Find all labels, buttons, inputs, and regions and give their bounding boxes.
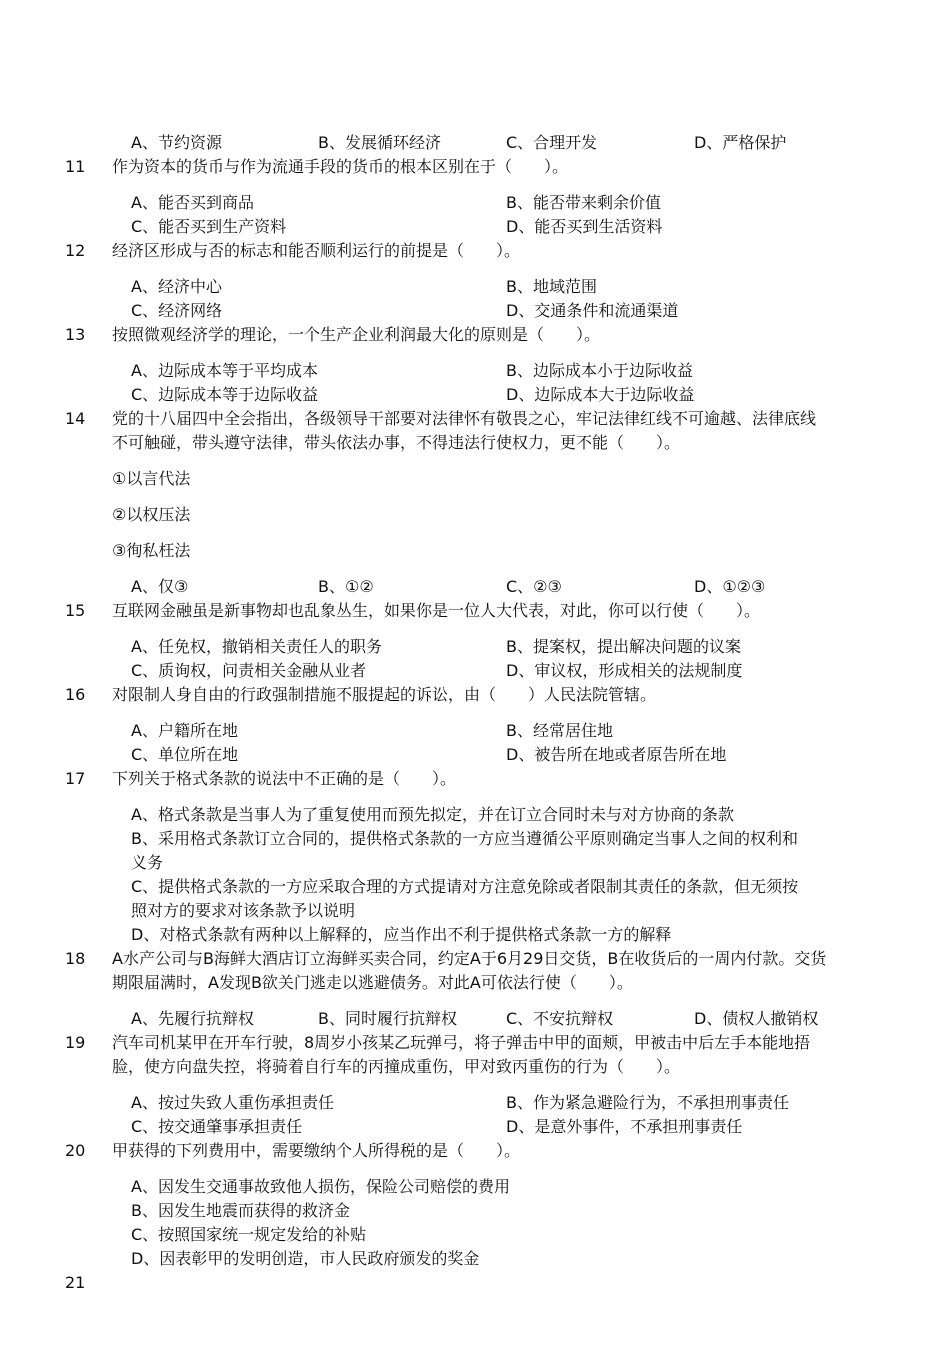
q19-option-d: D、是意外事件，不承担刑事责任 bbox=[506, 1117, 743, 1136]
q10-option-d: D、严格保护 bbox=[694, 133, 787, 152]
q14-item-3: ③徇私枉法 bbox=[112, 541, 191, 560]
q16-option-c: C、单位所在地 bbox=[131, 745, 239, 764]
q12-stem: 经济区形成与否的标志和能否顺利运行的前提是（ ）。 bbox=[112, 241, 521, 260]
q14-item-1: ①以言代法 bbox=[112, 469, 191, 488]
q12-option-b: B、地域范围 bbox=[506, 277, 597, 296]
q10-option-a: A、节约资源 bbox=[131, 133, 222, 152]
q13-option-a: A、边际成本等于平均成本 bbox=[131, 361, 318, 380]
q19-stem-line-2: 脸，使方向盘失控，将骑着自行车的丙撞成重伤，甲对致丙重伤的行为（ ）。 bbox=[112, 1057, 681, 1076]
q13-option-b: B、边际成本小于边际收益 bbox=[506, 361, 693, 380]
q13-option-c: C、边际成本等于边际收益 bbox=[131, 385, 319, 404]
q13-number: 13 bbox=[65, 325, 86, 344]
q14-option-d: D、①②③ bbox=[694, 577, 766, 596]
q18-number: 18 bbox=[65, 949, 86, 968]
q12-option-d: D、交通条件和流通渠道 bbox=[506, 301, 679, 320]
q14-option-c: C、②③ bbox=[506, 577, 562, 596]
q15-option-a: A、任免权，撤销相关责任人的职务 bbox=[131, 637, 382, 656]
q18-option-c: C、不安抗辩权 bbox=[506, 1009, 614, 1028]
q19-option-a: A、按过失致人重伤承担责任 bbox=[131, 1093, 334, 1112]
q20-option-d: D、因表彰甲的发明创造，市人民政府颁发的奖金 bbox=[131, 1249, 480, 1268]
q12-option-a: A、经济中心 bbox=[131, 277, 222, 296]
q15-stem: 互联网金融虽是新事物却也乱象丛生，如果你是一位人大代表，对此，你可以行使（ ）。 bbox=[112, 601, 761, 620]
q18-stem-line-1: A水产公司与B海鲜大酒店订立海鲜买卖合同，约定A于6月29日交货，B在收货后的一周内付款。交货 bbox=[112, 949, 827, 968]
q20-option-a: A、因发生交通事故致他人损伤，保险公司赔偿的费用 bbox=[131, 1177, 510, 1196]
q14-item-2: ②以权压法 bbox=[112, 505, 191, 524]
q16-stem: 对限制人身自由的行政强制措施不服提起的诉讼，由（ ）人民法院管辖。 bbox=[112, 685, 657, 704]
q17-option-d: D、对格式条款有两种以上解释的，应当作出不利于提供格式条款一方的解释 bbox=[131, 925, 672, 944]
q16-option-a: A、户籍所在地 bbox=[131, 721, 238, 740]
q20-number: 20 bbox=[65, 1141, 86, 1160]
q15-option-d: D、审议权，形成相关的法规制度 bbox=[506, 661, 743, 680]
q19-option-c: C、按交通肇事承担责任 bbox=[131, 1117, 303, 1136]
q14-stem-line-1: 党的十八届四中全会指出，各级领导干部要对法律怀有敬畏之心，牢记法律红线不可逾越、法律底线 bbox=[112, 409, 817, 428]
q18-option-b: B、同时履行抗辩权 bbox=[318, 1009, 457, 1028]
q10-option-b: B、发展循环经济 bbox=[318, 133, 441, 152]
q11-option-c: C、能否买到生产资料 bbox=[131, 217, 287, 236]
q17-option-b-line-1: B、采用格式条款订立合同的，提供格式条款的一方应当遵循公平原则确定当事人之间的权利和 bbox=[131, 829, 798, 848]
q14-stem-line-2: 不可触碰，带头遵守法律，带头依法办事，不得违法行使权力，更不能（ ）。 bbox=[112, 433, 681, 452]
q19-option-b: B、作为紧急避险行为，不承担刑事责任 bbox=[506, 1093, 789, 1112]
q11-option-b: B、能否带来剩余价值 bbox=[506, 193, 661, 212]
q20-option-c: C、按照国家统一规定发给的补贴 bbox=[131, 1225, 367, 1244]
q16-number: 16 bbox=[65, 685, 86, 704]
q11-stem: 作为资本的货币与作为流通手段的货币的根本区别在于（ ）。 bbox=[112, 157, 569, 176]
q19-number: 19 bbox=[65, 1033, 86, 1052]
q17-option-a: A、格式条款是当事人为了重复使用而预先拟定，并在订立合同时未与对方协商的条款 bbox=[131, 805, 734, 824]
q11-option-d: D、能否买到生活资料 bbox=[506, 217, 663, 236]
q18-option-a: A、先履行抗辩权 bbox=[131, 1009, 254, 1028]
q10-option-c: C、合理开发 bbox=[506, 133, 598, 152]
q19-stem-line-1: 汽车司机某甲在开车行驶，8周岁小孩某乙玩弹弓，将子弹击中甲的面颊，甲被击中后左手本能地捂 bbox=[112, 1033, 811, 1052]
q17-option-c-line-1: C、提供格式条款的一方应采取合理的方式提请对方注意免除或者限制其责任的条款，但无须按 bbox=[131, 877, 799, 896]
q17-option-b-line-2: 义务 bbox=[131, 853, 164, 872]
q17-option-c-line-2: 照对方的要求对该条款予以说明 bbox=[131, 901, 356, 920]
q11-option-a: A、能否买到商品 bbox=[131, 193, 254, 212]
q16-option-d: D、被告所在地或者原告所在地 bbox=[506, 745, 727, 764]
q17-stem: 下列关于格式条款的说法中不正确的是（ ）。 bbox=[112, 769, 457, 788]
q13-stem: 按照微观经济学的理论，一个生产企业利润最大化的原则是（ ）。 bbox=[112, 325, 601, 344]
q20-option-b: B、因发生地震而获得的救济金 bbox=[131, 1201, 350, 1220]
q18-option-d: D、债权人撤销权 bbox=[694, 1009, 819, 1028]
q20-stem: 甲获得的下列费用中，需要缴纳个人所得税的是（ ）。 bbox=[112, 1141, 521, 1160]
q21-number: 21 bbox=[65, 1273, 86, 1292]
q15-option-b: B、提案权，提出解决问题的议案 bbox=[506, 637, 741, 656]
q12-number: 12 bbox=[65, 241, 86, 260]
q14-option-b: B、①② bbox=[318, 577, 374, 596]
q11-number: 11 bbox=[65, 157, 86, 176]
q12-option-c: C、经济网络 bbox=[131, 301, 223, 320]
q16-option-b: B、经常居住地 bbox=[506, 721, 613, 740]
q14-option-a: A、仅③ bbox=[131, 577, 189, 596]
q18-stem-line-2: 期限届满时，A发现B欲关门逃走以逃避债务。对此A可依法行使（ ）。 bbox=[112, 973, 633, 992]
q15-number: 15 bbox=[65, 601, 86, 620]
q17-number: 17 bbox=[65, 769, 86, 788]
q14-number: 14 bbox=[65, 409, 86, 428]
q13-option-d: D、边际成本大于边际收益 bbox=[506, 385, 695, 404]
q15-option-c: C、质询权，问责相关金融从业者 bbox=[131, 661, 367, 680]
